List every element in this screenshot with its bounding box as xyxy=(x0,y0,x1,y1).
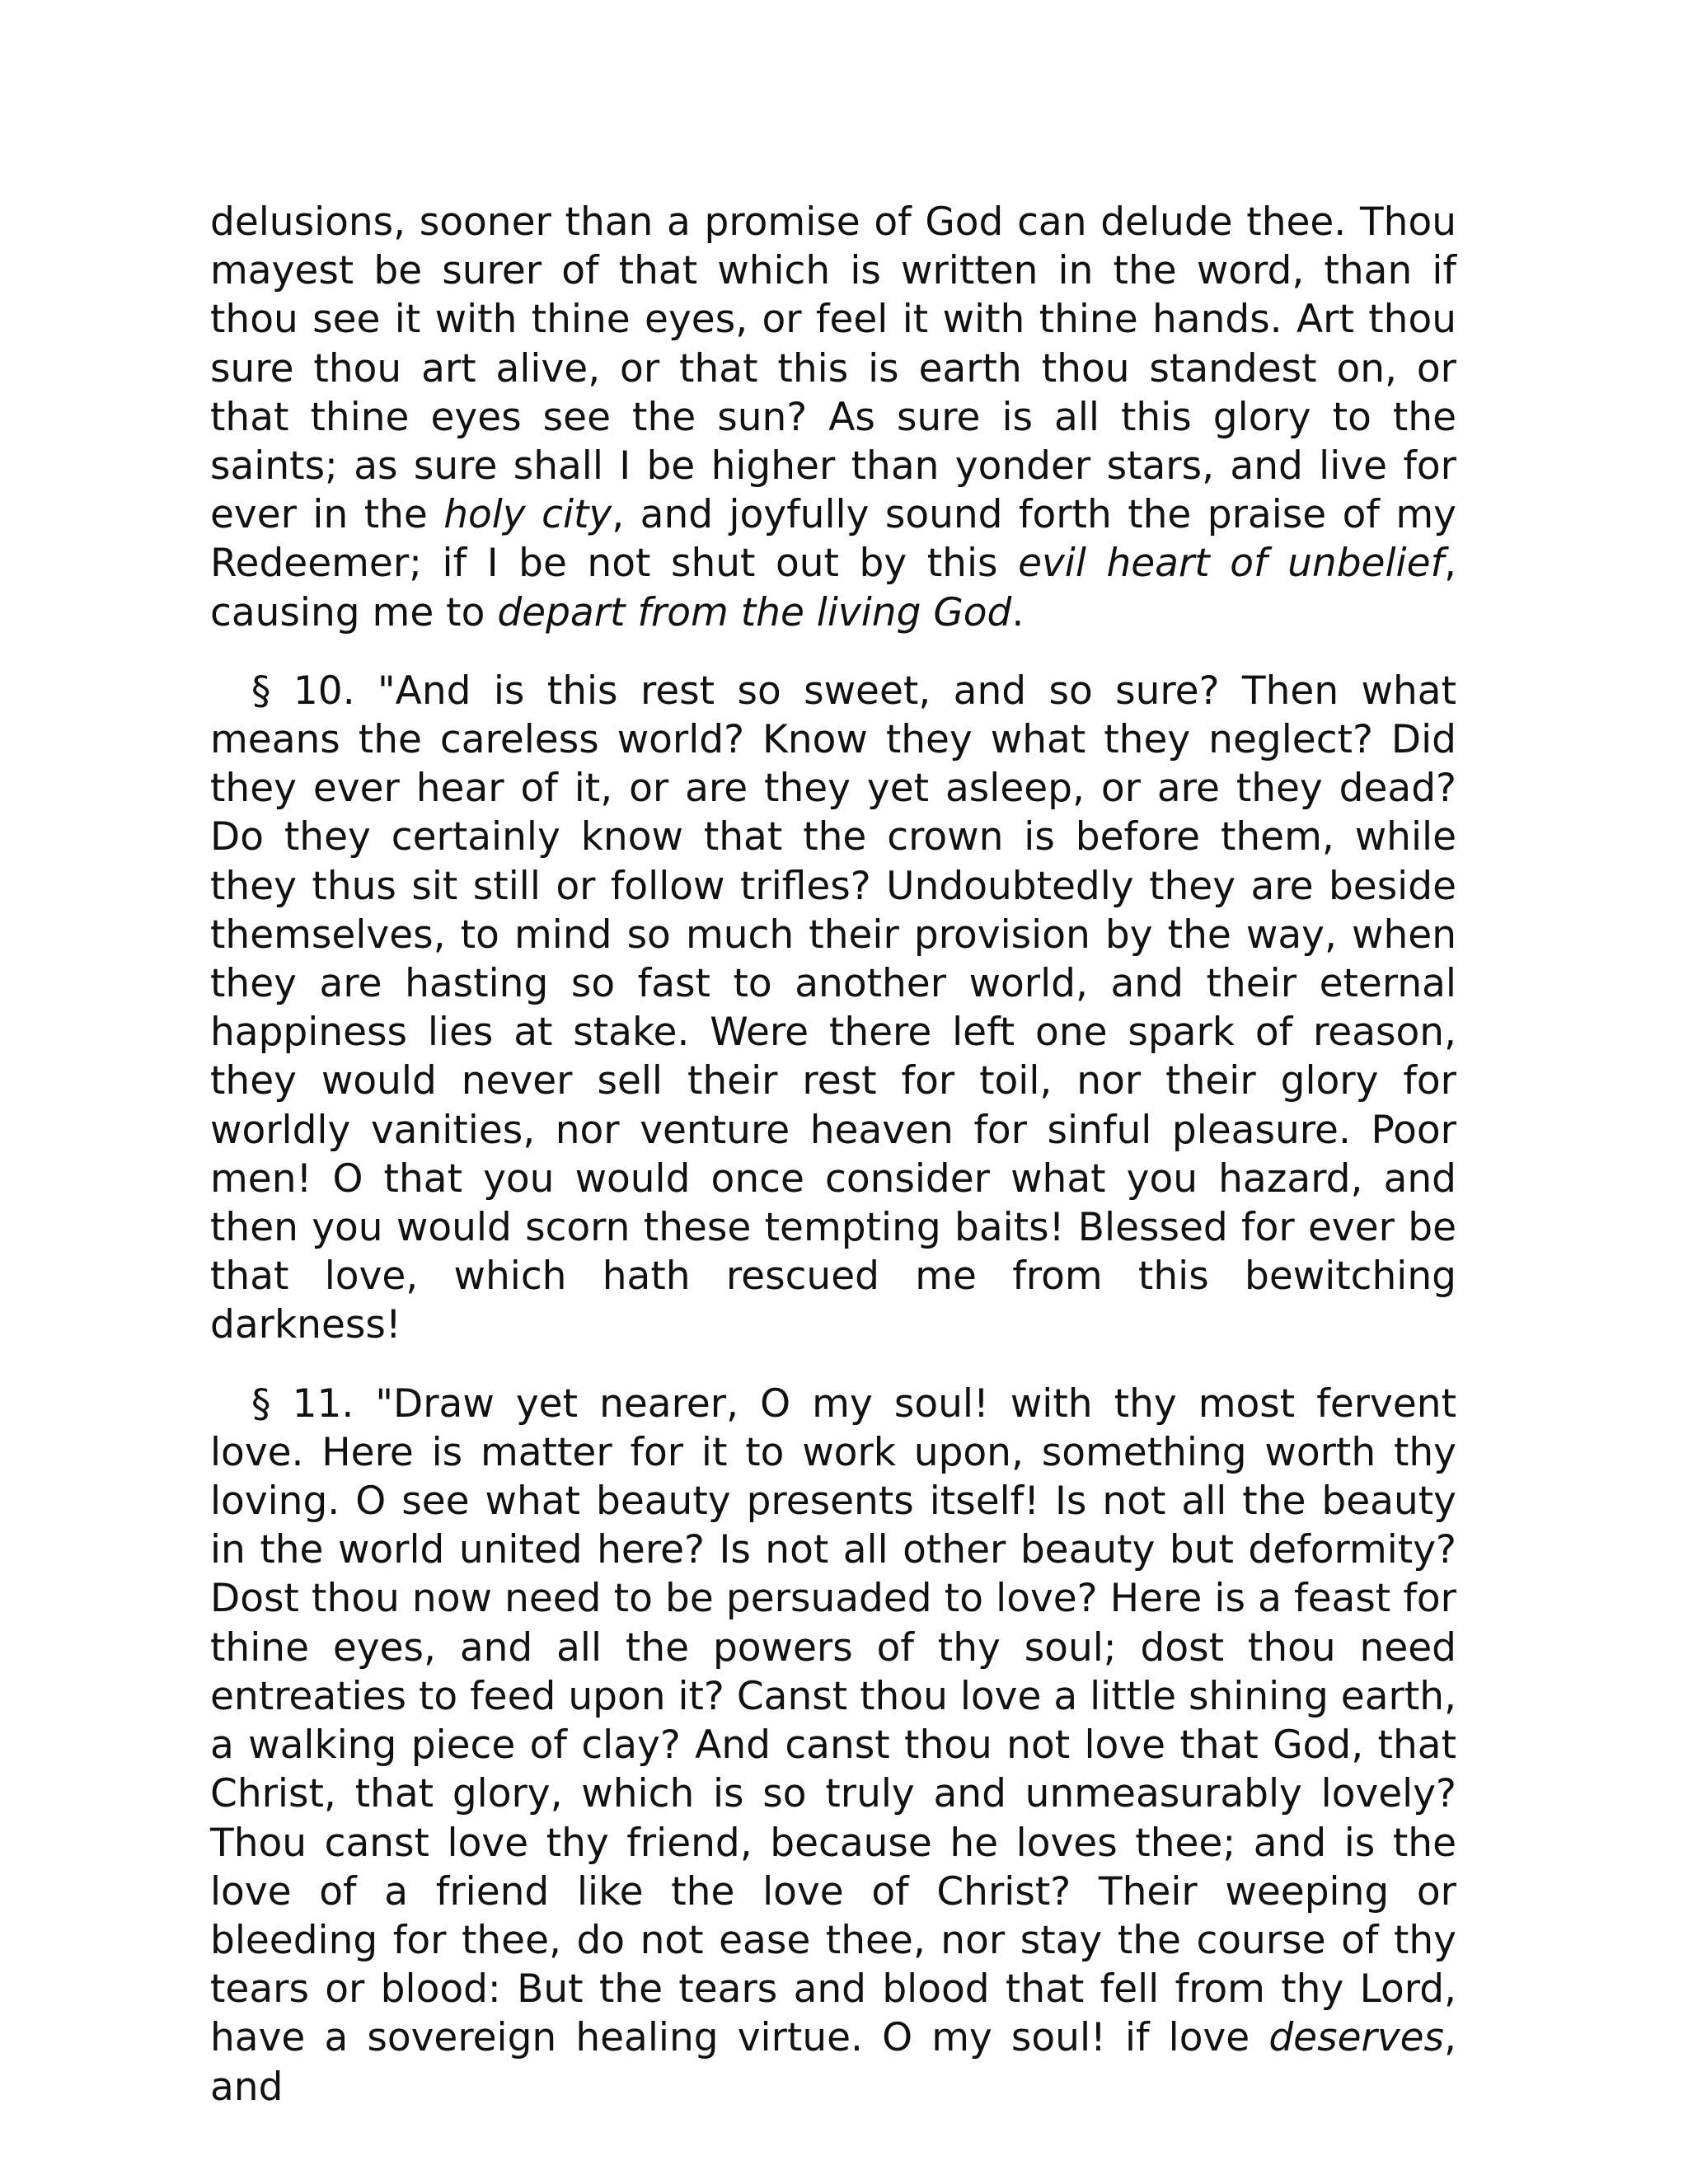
text-run: , and joyfully sound forth the praise of my Redeemer; if I be not shut out by this xyxy=(210,492,1456,587)
paragraph-section-10 xyxy=(210,667,1456,1350)
text-run: . xyxy=(1011,589,1025,635)
italic-text-run: depart from the living God xyxy=(497,589,1012,635)
text-run: delusions, sooner than a promise of God can delude thee. Thou mayest be surer of that which is written in the word, than if thou see it with thine eyes, or feel it with thine hands. Art thou sure thou art alive, or that this is earth thou standest on, or that thine eyes see the sun? As sure is all this glory to the saints; as sure shall I be higher than yonder stars, and live for ever in the xyxy=(210,199,1456,538)
italic-text-run: holy city xyxy=(443,492,612,538)
text-run: , and xyxy=(210,2015,1456,2110)
document-page xyxy=(210,198,1456,2111)
text-run: § 11. "Draw yet nearer, O my soul! with thy most fervent love. Here is matter for it to work upon, something worth thy loving. O see what beauty presents itself! Is not all the beauty in the world united here? Is not all other beauty but deformity? Dost thou now need to be persuaded to love? Here is a feast for thine eyes, and all the powers of thy soul; dost thou need entreaties to feed upon it? Canst thou love a little shining earth, a walking piece of clay? And canst thou not love that God, that Christ, that glory, which is so truly and unmeasurably lovely? Thou canst love thy friend, because he loves thee; and is the love of a friend like the love of Christ? Their weeping or bleeding for thee, do not ease thee, nor stay the course of thy tears or blood: But the tears and blood that fell from thy Lord, have a sovereign healing virtue. O my soul! if love xyxy=(210,1380,1456,2061)
text-run: § 10. "And is this rest so sweet, and so sure? Then what means the careless world? Know they what they neglect? Did they ever hear of it, or are they yet asleep, or are they dead? Do they certainly know that the crown is before them, while they thus sit still or follow trifles? Undoubtedly they are beside themselves, to mind so much their provision by the way, when they are hasting so fast to another world, and their eternal happiness lies at stake. Were there left one spark of reason, they would never sell their rest for toil, nor their glory for worldly vanities, nor venture heaven for sinful pleasure. Poor men! O that you would once consider what you hazard, and then you would scorn these tempting baits! Blessed for ever be that love, which hath rescued me from this bewitching darkness! xyxy=(210,668,1456,1348)
paragraph-continuation xyxy=(210,198,1456,637)
text-run: , causing me to xyxy=(210,541,1456,635)
paragraph-section-11 xyxy=(210,1380,1456,2111)
italic-text-run: evil heart of unbelief xyxy=(1018,541,1445,587)
italic-text-run: deserves xyxy=(1268,2015,1445,2061)
